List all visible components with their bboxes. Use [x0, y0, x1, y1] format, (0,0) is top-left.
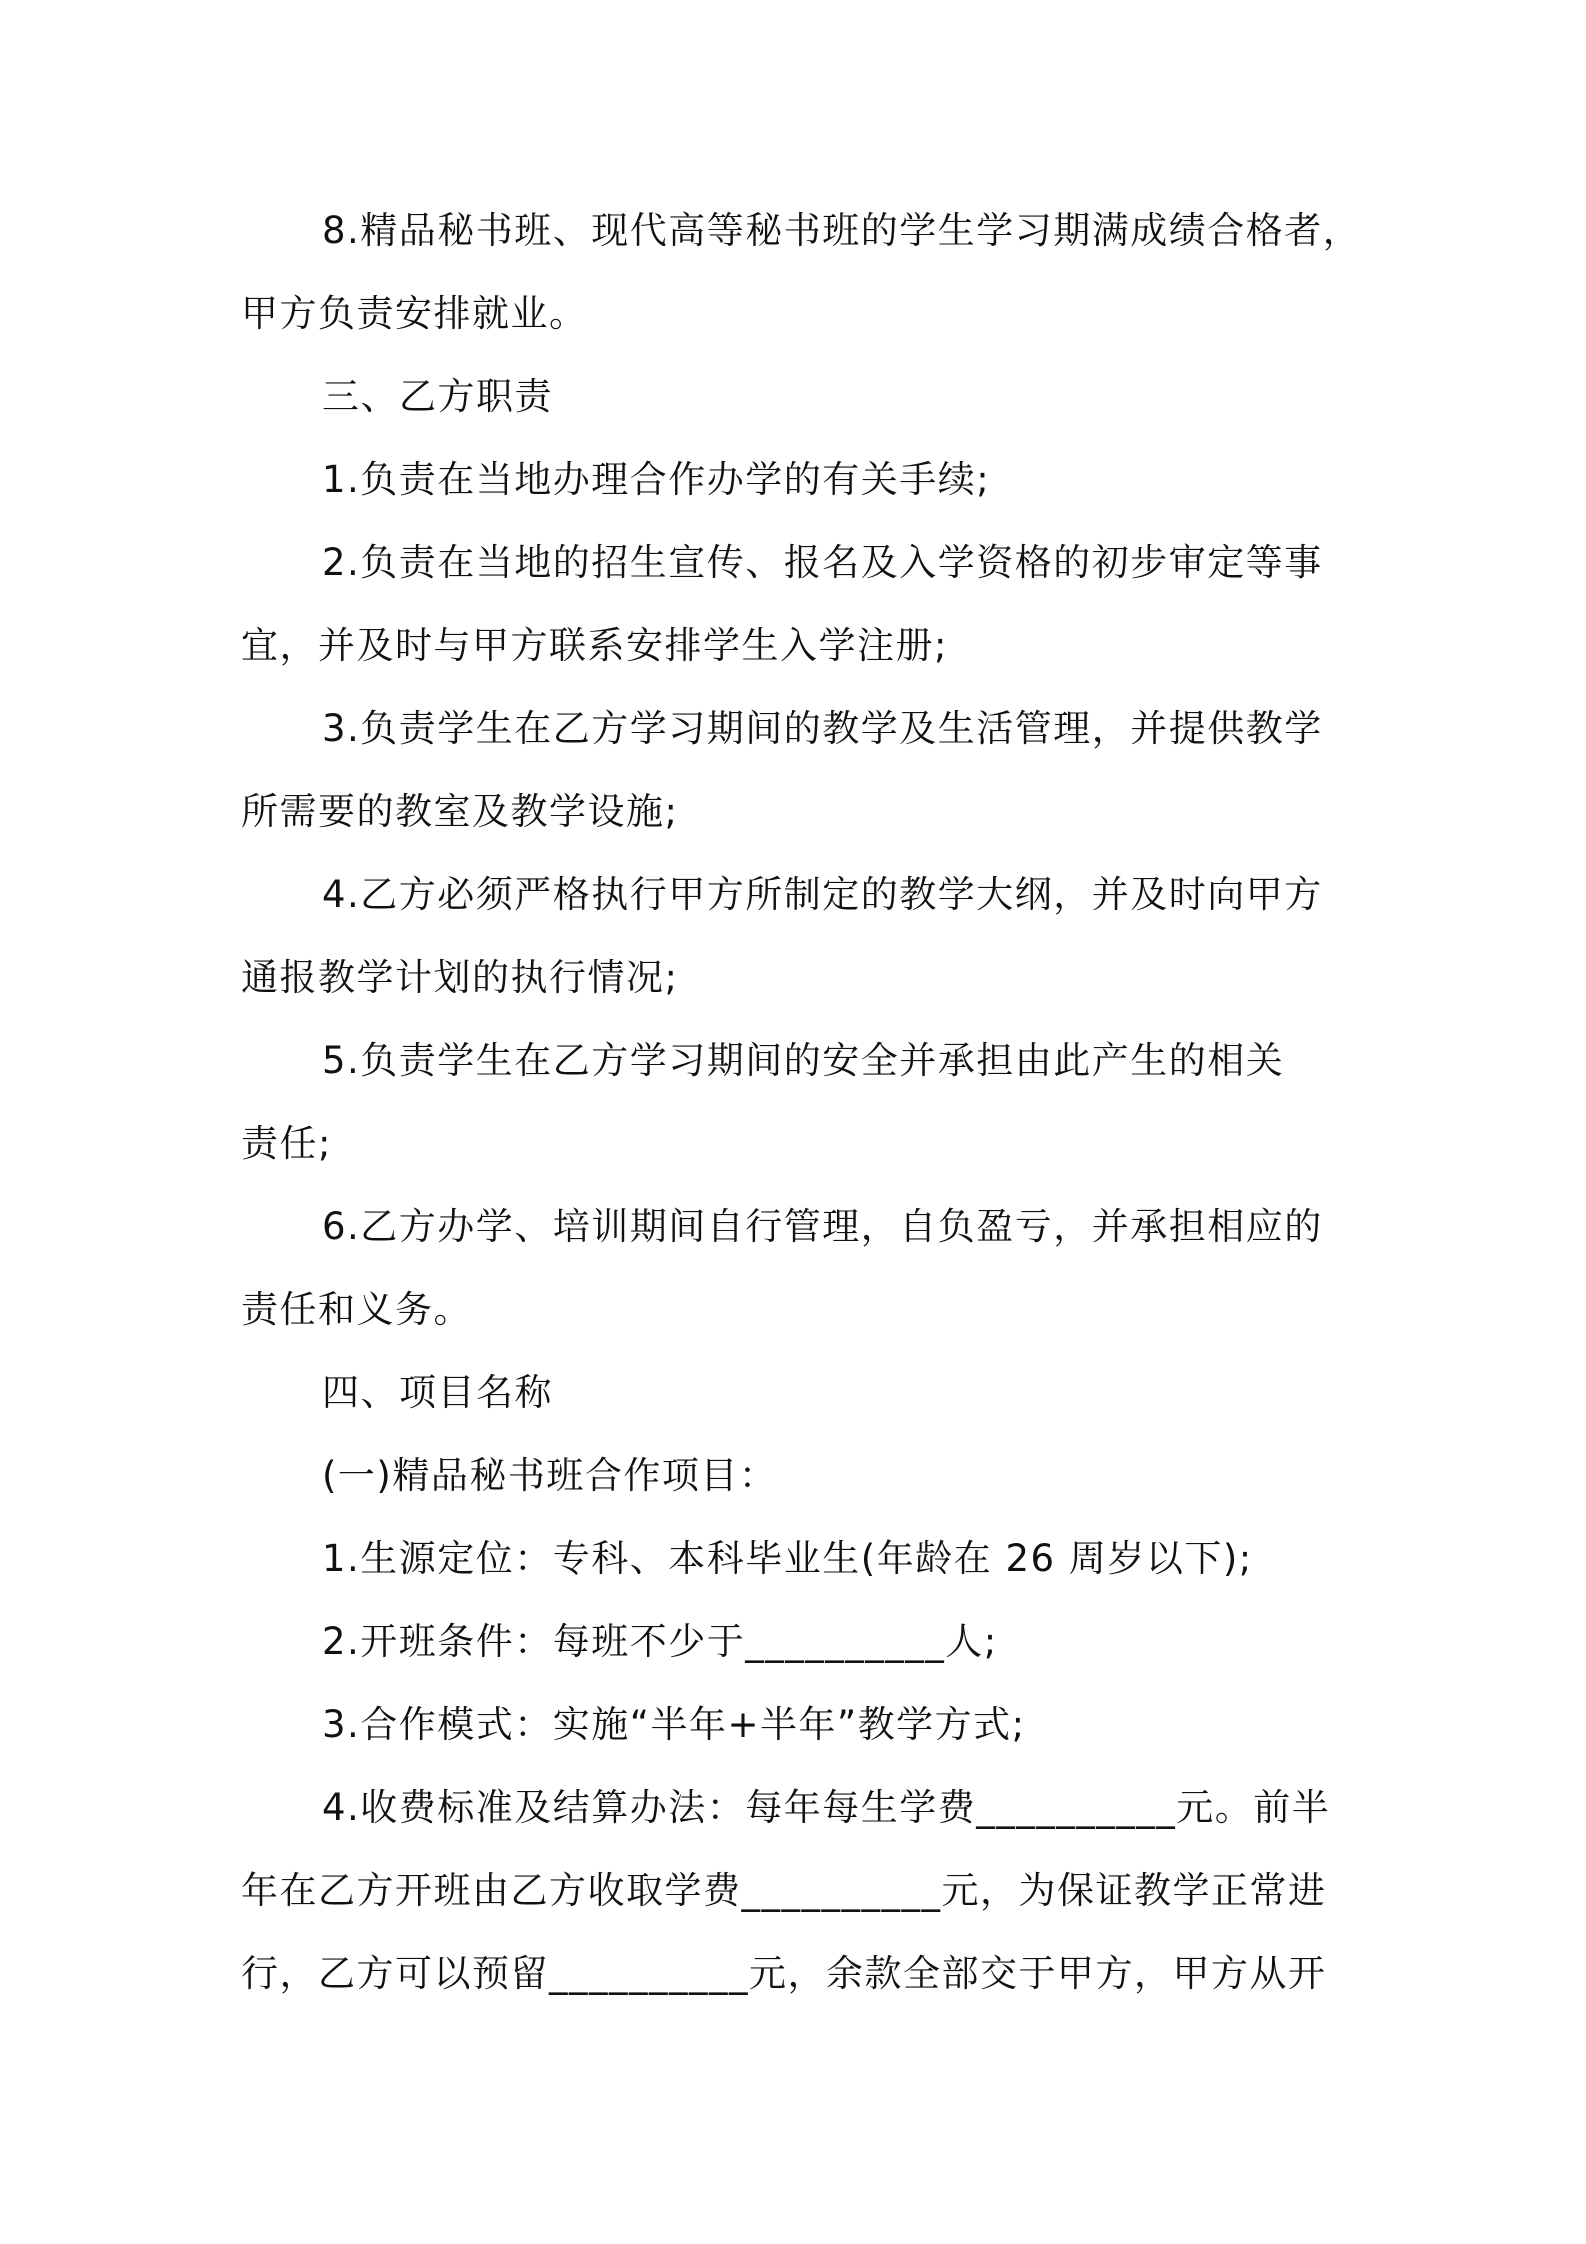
section-heading-3: 三、乙方职责 — [322, 375, 553, 418]
party-b-duty-4-line-1: 4.乙方必须严格执行甲方所制定的教学大纲，并及时向甲方 — [322, 873, 1323, 916]
clause-8-line-2: 甲方负责安排就业。 — [241, 292, 588, 335]
party-b-duty-3-line-2: 所需要的教室及教学设施; — [241, 790, 679, 833]
project-item-4-line-2: 年在乙方开班由乙方收取学费__________元，为保证教学正常进 — [241, 1869, 1327, 1912]
project-item-2: 2.开班条件：每班不少于__________人; — [322, 1620, 998, 1663]
project-item-3: 3.合作模式：实施“半年+半年”教学方式; — [322, 1703, 1026, 1746]
project-item-1: 1.生源定位：专科、本科毕业生(年龄在 26 周岁以下); — [322, 1537, 1253, 1580]
project-item-4-line-1: 4.收费标准及结算办法：每年每生学费__________元。前半 — [322, 1786, 1331, 1829]
party-b-duty-2-line-2: 宜，并及时与甲方联系安排学生入学注册; — [241, 624, 948, 667]
party-b-duty-4-line-2: 通报教学计划的执行情况; — [241, 956, 679, 999]
section-heading-4: 四、项目名称 — [322, 1371, 553, 1414]
party-b-duty-2-line-1: 2.负责在当地的招生宣传、报名及入学资格的初步审定等事 — [322, 541, 1323, 584]
party-b-duty-5-line-2: 责任; — [241, 1122, 332, 1165]
party-b-duty-6-line-1: 6.乙方办学、培训期间自行管理，自负盈亏，并承担相应的 — [322, 1205, 1323, 1248]
project-subheading-1: (一)精品秘书班合作项目： — [322, 1454, 778, 1497]
project-item-4-line-3: 行，乙方可以预留__________元，余款全部交于甲方，甲方从开 — [241, 1952, 1327, 1995]
clause-8-line-1: 8.精品秘书班、现代高等秘书班的学生学习期满成绩合格者， — [322, 209, 1362, 252]
party-b-duty-6-line-2: 责任和义务。 — [241, 1288, 472, 1331]
party-b-duty-3-line-1: 3.负责学生在乙方学习期间的教学及生活管理，并提供教学 — [322, 707, 1323, 750]
party-b-duty-5-line-1: 5.负责学生在乙方学习期间的安全并承担由此产生的相关 — [322, 1039, 1285, 1082]
party-b-duty-1: 1.负责在当地办理合作办学的有关手续; — [322, 458, 991, 501]
